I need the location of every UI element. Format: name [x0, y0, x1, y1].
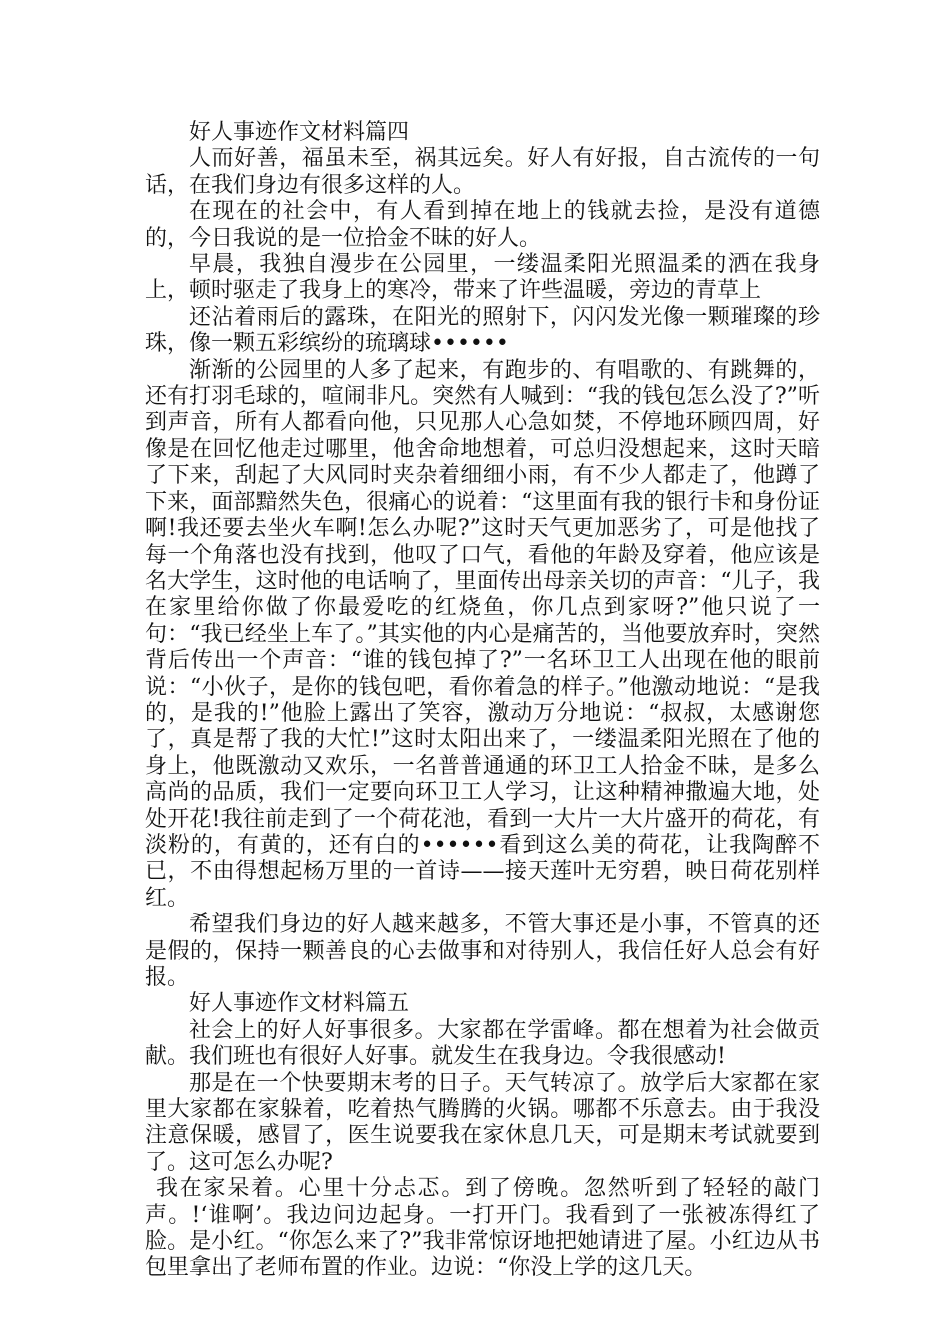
- paragraph: 那是在一个快要期末考的日子。天气转凉了。放学后大家都在家里大家都在家躲着，吃着热气腾腾的火锅。哪都不乐意去。由于我没注意保暖，感冒了，医生说要我在家休息几天，可是期末考试就要到了。这可怎么办呢?: [145, 1070, 820, 1175]
- paragraph: 我在家呆着。心里十分忐忑。到了傍晚。忽然听到了轻轻的敲门声。!‘谁啊’。我边问边起身。一打开门。我看到了一张被冻得红了脸。是小红。“你怎么来了?”我非常惊讶地把她请进了屋。小红边从书包里拿出了老师布置的作业。边说：“你没上学的这几天。: [145, 1176, 820, 1281]
- paragraph: 在现在的社会中，有人看到掉在地上的钱就去捡，是没有道德的，今日我说的是一位拾金不昧的好人。: [145, 199, 820, 251]
- paragraph: 社会上的好人好事很多。大家都在学雷峰。都在想着为社会做贡献。我们班也有很好人好事。就发生在我身边。令我很感动!: [145, 1017, 820, 1070]
- section-title-4: 好人事迹作文材料篇四: [189, 120, 410, 145]
- paragraph: 还沾着雨后的露珠，在阳光的照射下，闪闪发光像一颗璀璨的珍珠，像一颗五彩缤纷的琉璃球••••••: [145, 304, 820, 357]
- paragraph: 希望我们身边的好人越来越多，不管大事还是小事，不管真的还是假的，保持一颗善良的心去做事和对待别人，我信任好人总会有好报。: [145, 912, 820, 990]
- document-body: [145, 120, 820, 1282]
- paragraph: 人而好善，福虽未至，祸其远矣。好人有好报，自古流传的一句话，在我们身边有很多这样的人。: [145, 146, 820, 198]
- paragraph: 早晨，我独自漫步在公园里，一缕温柔阳光照温柔的洒在我身上，顿时驱走了我身上的寒冷，带来了许些温暖，旁边的青草上: [145, 252, 820, 304]
- section-title-5: 好人事迹作文材料篇五: [189, 991, 410, 1017]
- paragraph: 渐渐的公园里的人多了起来，有跑步的、有唱歌的、有跳舞的，还有打羽毛球的，喧闹非凡。突然有人喊到：“我的钱包怎么没了?”听到声音，所有人都看向他，只见那人心急如焚，不停地环顾四周，好像是在回忆他走过哪里，他舍命地想着，可总归没想起来，这时天暗了下来，刮起了大风同时夹杂着细细小雨，有不少人都走了，他蹲了下来，面部黯然失色，很痛心的说着：“这里面有我的银行卡和身份证啊!我还要去坐火车啊!怎么办呢?”这时天气更加恶劣了，可是他找了每一个角落也没有找到，他叹了口气，看他的年龄及穿着，他应该是名大学生，这时他的电话响了，里面传出母亲关切的声音：“儿子，我在家里给你做了你最爱吃的红烧鱼，你几点到家呀?”他只说了一句：“我已经坐上车了。”其实他的内心是痛苦的，当他要放弃时，突然背后传出一个声音：“谁的钱包掉了?”一名环卫工人出现在他的眼前说：“小伙子，是你的钱包吧，看你着急的样子。”他激动地说：“是我的，是我的!”他脸上露出了笑容，激动万分地说：“叔叔，太感谢您了，真是帮了我的大忙!”这时太阳出来了，一缕温柔阳光照在了他的身上，他既激动又欢乐，一名普普通通的环卫工人拾金不昧，是多么高尚的品质，我们一定要向环卫工人学习，让这种精神撒遍大地，处处开花!我往前走到了一个荷花池，看到一大片一大片盛开的荷花，有淡粉的，有黄的，还有白的••••••看到这么美的荷花，让我陶醉不已，不由得想起杨万里的一首诗——接天莲叶无穷碧，映日荷花别样红。: [145, 357, 820, 911]
